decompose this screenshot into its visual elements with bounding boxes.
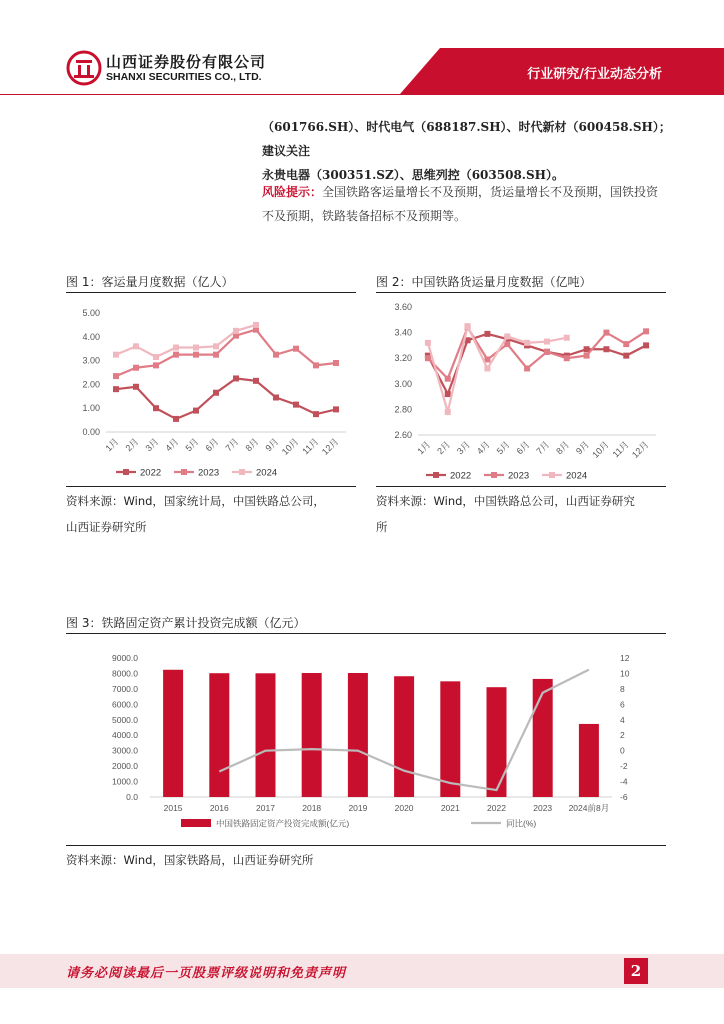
data-point-2022	[153, 405, 159, 411]
fig3-top-rule	[66, 633, 666, 634]
y-tick-label: 3.20	[394, 353, 412, 364]
page-number: 2	[624, 958, 648, 984]
y-tick-label: 7000.0	[112, 683, 138, 694]
fig2-chart	[376, 295, 666, 485]
bar	[533, 679, 553, 797]
fig1-source-line-1: 资料来源：Wind，国家统计局，中国铁路总公司，	[66, 494, 325, 508]
data-point-2024	[133, 343, 139, 349]
data-point-2022	[113, 386, 119, 392]
data-point-2023	[623, 341, 629, 347]
data-point-2023	[544, 349, 550, 355]
recommendation-paragraph	[262, 115, 682, 187]
data-point-2024	[113, 352, 119, 358]
data-point-2023	[564, 355, 570, 361]
legend-label-2024: 2024	[256, 467, 278, 479]
y2-tick-label: 0	[620, 745, 625, 756]
y2-tick-label: -4	[620, 776, 628, 787]
y-tick-label: 2.80	[394, 404, 412, 415]
y2-tick-label: 12	[620, 653, 630, 663]
fig2-bottom-rule	[376, 486, 666, 487]
x-tick-label: 2017	[256, 803, 275, 813]
data-point-2023	[193, 352, 199, 358]
bar	[302, 673, 322, 797]
x-tick-label: 1月	[415, 439, 433, 457]
bar	[163, 670, 183, 797]
risk-line-1: 全国铁路客运量增长不及预期，货运量增长不及预期，国铁投资	[322, 185, 659, 199]
x-tick-label: 5月	[183, 436, 201, 454]
x-tick-label: 8月	[243, 436, 261, 454]
data-point-2023	[504, 341, 510, 347]
y2-tick-label: 2	[620, 730, 625, 741]
data-point-2024	[484, 365, 490, 371]
y2-tick-label: 4	[620, 714, 625, 725]
company-logo-icon	[66, 50, 106, 86]
y-tick-label: 2.00	[82, 379, 100, 390]
x-tick-label: 2016	[209, 803, 229, 813]
x-tick-label: 8月	[554, 439, 572, 457]
data-point-2022	[313, 411, 319, 417]
x-tick-label: 6月	[514, 439, 532, 457]
legend-line-label: 同比(%)	[506, 818, 537, 829]
x-tick-label: 2020	[394, 803, 414, 813]
data-point-2022	[253, 378, 259, 384]
x-tick-label: 3月	[455, 439, 472, 457]
x-tick-label: 2022	[487, 803, 506, 813]
data-point-2023	[313, 362, 319, 368]
data-point-2022	[293, 402, 299, 408]
y2-tick-label: -6	[620, 792, 628, 802]
y-tick-label: 0.00	[82, 427, 100, 437]
data-point-2023	[584, 353, 590, 359]
y2-tick-label: -2	[620, 761, 628, 772]
y-tick-label: 4000.0	[112, 730, 138, 741]
data-point-2023	[173, 352, 179, 358]
y-tick-label: 2.60	[394, 430, 412, 440]
y-tick-label: 6000.0	[112, 699, 138, 710]
y-tick-label: 5000.0	[112, 714, 138, 725]
data-point-2024	[213, 343, 219, 349]
x-tick-label: 2023	[533, 803, 553, 813]
data-point-2022	[623, 353, 629, 359]
bar	[209, 673, 229, 797]
data-point-2024	[445, 409, 451, 415]
fig3-source: 资料来源：Wind，国家铁路局，山西证券研究所	[66, 853, 314, 867]
fig2-source-line-1: 资料来源：Wind，中国铁路总公司，山西证券研究	[376, 494, 635, 508]
x-tick-label: 3月	[143, 436, 161, 454]
legend-marker-2023	[491, 472, 497, 478]
bar	[256, 673, 276, 797]
legend-label-2024: 2024	[566, 470, 588, 482]
legend-label-2023: 2023	[198, 467, 220, 479]
data-point-2023	[445, 376, 451, 382]
data-point-2023	[213, 352, 219, 358]
data-point-2022	[484, 331, 490, 337]
data-point-2024	[153, 354, 159, 360]
x-tick-label: 7月	[534, 439, 552, 457]
legend-bar-swatch	[181, 819, 211, 827]
data-point-2022	[273, 394, 279, 400]
x-tick-label: 9月	[263, 436, 281, 454]
data-point-2022	[603, 346, 609, 352]
legend-marker-2022	[123, 469, 129, 475]
y-tick-label: 5.00	[82, 308, 100, 318]
legend-marker-2024	[549, 472, 555, 478]
y-tick-label: 3.00	[394, 378, 412, 389]
data-point-2024	[465, 323, 471, 329]
y-tick-label: 3.60	[394, 302, 412, 312]
data-point-2024	[425, 340, 431, 346]
data-point-2023	[293, 346, 299, 352]
y2-tick-label: 10	[620, 668, 630, 679]
x-tick-label: 9月	[574, 439, 591, 457]
bar	[487, 687, 507, 797]
data-point-2023	[524, 365, 530, 371]
data-point-2024	[253, 322, 259, 328]
x-tick-label: 4月	[163, 436, 181, 454]
bar	[440, 681, 460, 797]
series-line-2022	[116, 378, 336, 418]
fig1-top-rule	[66, 292, 356, 293]
data-point-2023	[133, 365, 139, 371]
x-tick-label: 11月	[300, 436, 321, 457]
fig1-bottom-rule	[66, 486, 356, 487]
x-tick-label: 10月	[279, 436, 301, 457]
data-point-2024	[173, 345, 179, 351]
legend-marker-2022	[433, 472, 439, 478]
data-point-2023	[603, 330, 609, 336]
header-divider	[0, 94, 724, 95]
x-tick-label: 12月	[629, 439, 651, 460]
legend-label-2022: 2022	[140, 467, 162, 479]
risk-paragraph	[262, 180, 682, 228]
fig2-title: 图 2：中国铁路货运量月度数据（亿吨）	[376, 275, 592, 289]
data-point-2022	[133, 384, 139, 390]
data-point-2023	[425, 355, 431, 361]
x-tick-label: 2019	[348, 803, 368, 813]
recommendation-line-2: 永贵电器（300351.SZ）、思维列控（603508.SH）。	[262, 168, 564, 182]
fig1-source	[66, 488, 356, 540]
risk-line-2: 不及预期，铁路装备招标不及预期等。	[262, 209, 467, 223]
fig2-source	[376, 488, 666, 540]
x-tick-label: 2015	[163, 803, 183, 813]
legend-label-2022: 2022	[450, 470, 472, 482]
fig2-source-line-2: 所	[376, 520, 388, 534]
y-tick-label: 1000.0	[112, 776, 138, 787]
data-point-2024	[544, 339, 550, 345]
fig3-title: 图 3：铁路固定资产累计投资完成额（亿元）	[66, 616, 306, 630]
data-point-2022	[643, 342, 649, 348]
risk-label: 风险提示：	[262, 185, 323, 199]
y-tick-label: 1.00	[82, 403, 100, 414]
data-point-2024	[233, 328, 239, 334]
data-point-2022	[445, 391, 451, 397]
data-point-2024	[504, 333, 510, 339]
y-tick-label: 3.00	[82, 355, 100, 366]
data-point-2023	[153, 362, 159, 368]
fig1-source-line-2: 山西证券研究所	[66, 520, 147, 534]
legend-marker-2024	[239, 469, 245, 475]
y-tick-label: 8000.0	[112, 668, 138, 679]
footer-disclaimer: 请务必阅读最后一页股票评级说明和免责声明	[66, 966, 347, 981]
fig3-bottom-rule	[66, 845, 666, 846]
legend-marker-2023	[181, 469, 187, 475]
x-tick-label: 12月	[319, 436, 341, 457]
x-tick-label: 5月	[494, 439, 512, 457]
section-label: 行业研究/行业动态分析	[527, 67, 662, 82]
x-tick-label: 4月	[474, 439, 492, 457]
y-tick-label: 2000.0	[112, 761, 138, 772]
company-name-cn: 山西证券股份有限公司	[106, 53, 267, 71]
x-tick-label: 6月	[203, 436, 221, 454]
y2-tick-label: 8	[620, 683, 625, 694]
bar	[348, 673, 368, 797]
y-tick-label: 0.0	[126, 792, 138, 802]
data-point-2022	[333, 406, 339, 412]
fig3-chart	[66, 640, 666, 840]
fig1-chart	[66, 295, 356, 485]
data-point-2024	[524, 340, 530, 346]
data-point-2022	[233, 375, 239, 381]
x-tick-label: 2024前8月	[568, 803, 610, 813]
company-name-en: SHANXI SECURITIES CO., LTD.	[106, 71, 262, 83]
data-point-2022	[173, 416, 179, 422]
bar	[579, 724, 599, 797]
x-tick-label: 10月	[590, 439, 611, 460]
legend-label-2023: 2023	[508, 470, 530, 482]
data-point-2024	[564, 335, 570, 341]
data-point-2022	[584, 346, 590, 352]
y-tick-label: 3.40	[394, 327, 412, 338]
data-point-2023	[643, 328, 649, 334]
data-point-2022	[213, 390, 219, 396]
y-tick-label: 4.00	[82, 331, 100, 342]
data-point-2023	[333, 360, 339, 366]
legend-bar-label: 中国铁路固定资产投资完成额(亿元)	[216, 818, 350, 829]
bar	[394, 676, 414, 797]
data-point-2022	[193, 408, 199, 414]
y-tick-label: 3000.0	[112, 745, 138, 756]
page-header	[0, 0, 724, 95]
x-tick-label: 11月	[610, 439, 631, 460]
y2-tick-label: 6	[620, 699, 625, 710]
x-tick-label: 7月	[223, 436, 241, 454]
x-tick-label: 2月	[123, 436, 141, 454]
x-tick-label: 2018	[302, 803, 322, 813]
fig1-title: 图 1：客运量月度数据（亿人）	[66, 275, 234, 289]
x-tick-label: 2月	[435, 439, 453, 457]
data-point-2024	[193, 345, 199, 351]
data-point-2023	[273, 352, 279, 358]
fig2-top-rule	[376, 292, 666, 293]
y-tick-label: 9000.0	[112, 653, 138, 663]
x-tick-label: 1月	[103, 436, 121, 454]
data-point-2023	[113, 373, 119, 379]
recommendation-line-1: （601766.SH）、时代电气（688187.SH）、时代新材（600458.SH）；建议关注	[262, 120, 671, 158]
x-tick-label: 2021	[440, 803, 460, 813]
